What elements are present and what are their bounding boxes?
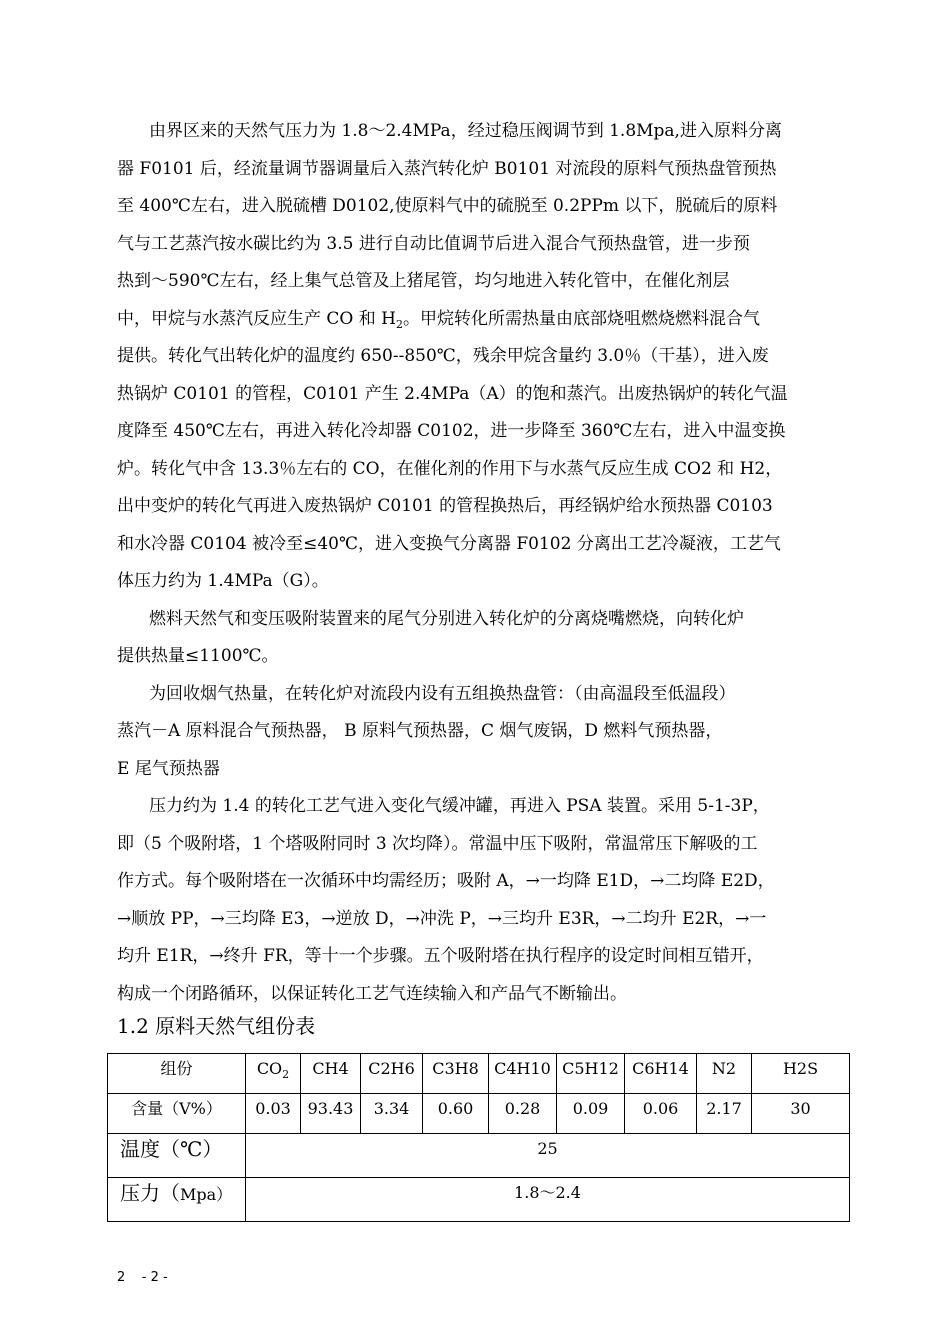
table-row-label: 含量（V%） <box>108 1094 246 1134</box>
table-cell: 0.60 <box>423 1094 489 1134</box>
table-cell: 30 <box>752 1094 850 1134</box>
text-line: 热到～590℃左右，经上集气总管及上猪尾管，均匀地进入转化管中，在催化剂层 <box>117 271 730 291</box>
text-line: 提供热量≤1100℃。 <box>117 646 279 666</box>
table-header-cell: 组份 <box>108 1054 246 1094</box>
text-line: 由界区来的天然气压力为 1.8～2.4MPa，经过稳压阀调节到 1.8Mpa,进入原料分离 <box>149 121 782 141</box>
text-line: 压力约为 1.4 的转化工艺气进入变化气缓冲罐，再进入 PSA 装置。采用 5-1-3P， <box>149 796 770 816</box>
table-header-cell: C3H8 <box>423 1054 489 1094</box>
table-header-cell: C4H10 <box>489 1054 557 1094</box>
text-line: →顺放 PP，→三均降 E3，→逆放 D，→冲洗 P，→三均升 E3R，→二均升 E2R，→一 <box>117 908 767 929</box>
table-cell: 93.43 <box>301 1094 361 1134</box>
table-header-cell <box>246 1054 301 1094</box>
table-header-cell: C2H6 <box>361 1054 423 1094</box>
cell-text: Mpa） <box>180 1185 233 1204</box>
subscript: 2 <box>395 317 403 331</box>
text-line: 为回收烟气热量，在转化炉对流段内设有五组换热盘管：（由高温段至低温段） <box>149 683 736 704</box>
text-line: 构成一个闭路循环，以保证转化工艺气连续输入和产品气不断输出。 <box>117 983 627 1004</box>
text-line: 均升 E1R，→终升 FR，等十一个步骤。五个吸附塔在执行程序的设定时间相互错开， <box>117 946 764 966</box>
text-fragment: 中，甲烷与水蒸汽反应生产 CO 和 H <box>117 308 396 329</box>
text-line: 热锅炉 C0101 的管程，C0101 产生 2.4MPa（A）的饱和蒸汽。出废热锅炉的转化气温 <box>117 383 788 404</box>
text-line: 度降至 450℃左右，再进入转化冷却器 C0102，进一步降至 360℃左右，进入中温变换 <box>117 421 786 441</box>
text-line: 即（5 个吸附塔，1 个塔吸附同时 3 次均降）。常温中压下吸附，常温常压下解吸的工 <box>117 833 758 854</box>
text-line: 器 F0101 后，经流量调节器调量后入蒸汽转化炉 B0101 对流段的原料气预热盘管预热 <box>117 158 777 179</box>
table-row <box>108 1178 850 1222</box>
table-header-cell: C5H12 <box>557 1054 625 1094</box>
table-cell: 1.8～2.4 <box>246 1178 850 1222</box>
table-header-row <box>108 1054 850 1094</box>
text-line: 体压力约为 1.4MPa（G）。 <box>117 571 329 591</box>
composition-table <box>107 1053 850 1222</box>
table-header-cell: CH4 <box>301 1054 361 1094</box>
text-line: 作方式。每个吸附塔在一次循环中均需经历；吸附 A，→一均降 E1D，→二均降 E2D， <box>117 871 775 891</box>
table-cell: 0.03 <box>246 1094 301 1134</box>
table-cell: 2.17 <box>697 1094 752 1134</box>
table-row-label: 温度（℃） <box>108 1134 246 1178</box>
body-text <box>117 118 837 1018</box>
text-line: 燃料天然气和变压吸附装置来的尾气分别进入转化炉的分离烧嘴燃烧，向转化炉 <box>149 608 744 629</box>
text-line: 蒸汽－A 原料混合气预热器， B 原料气预热器，C 烟气废锅，D 燃料气预热器， <box>117 721 723 741</box>
text-line <box>117 306 837 344</box>
text-line: 提供。转化气出转化炉的温度约 650--850℃，残余甲烷含量约 3.0％（干基），进入废 <box>117 346 769 366</box>
table-cell: 25 <box>246 1134 850 1178</box>
table-header-cell: N2 <box>697 1054 752 1094</box>
text-line: 气与工艺蒸汽按水碳比约为 3.5 进行自动比值调节后进入混合气预热盘管，进一步预 <box>117 233 750 254</box>
text-line: 至 400℃左右，进入脱硫槽 D0102,使原料气中的硫脱至 0.2PPm 以下，脱硫后的原料 <box>117 196 778 216</box>
table-cell: 3.34 <box>361 1094 423 1134</box>
section-heading: 1.2 原料天然气组份表 <box>117 1014 316 1038</box>
text-line: E 尾气预热器 <box>117 758 220 779</box>
text-line: 和水冷器 C0104 被冷至≤40℃，进入变换气分离器 F0102 分离出工艺冷凝液，工艺气 <box>117 533 781 554</box>
cell-text: 压力（ <box>120 1181 180 1205</box>
table-cell: 0.06 <box>625 1094 697 1134</box>
text-line: 炉。转化气中含 13.3％左右的 CO，在催化剂的作用下与水蒸气反应生成 CO2 和 H2， <box>117 458 783 479</box>
table-cell: 0.09 <box>557 1094 625 1134</box>
table-row <box>108 1094 850 1134</box>
table-header-cell: C6H14 <box>625 1054 697 1094</box>
table-row <box>108 1134 850 1178</box>
cell-text: CO <box>256 1059 283 1078</box>
table-row-label <box>108 1178 246 1222</box>
table-header-cell: H2S <box>752 1054 850 1094</box>
text-fragment: 。甲烷转化所需热量由底部烧咀燃烧燃料混合气 <box>402 308 760 329</box>
text-line: 出中变炉的转化气再进入废热锅炉 C0101 的管程换热后，再经锅炉给水预热器 C0103 <box>117 496 773 516</box>
subscript: 2 <box>282 1068 290 1081</box>
page-footer: 2 - 2 - <box>117 1270 168 1285</box>
table-cell: 0.28 <box>489 1094 557 1134</box>
